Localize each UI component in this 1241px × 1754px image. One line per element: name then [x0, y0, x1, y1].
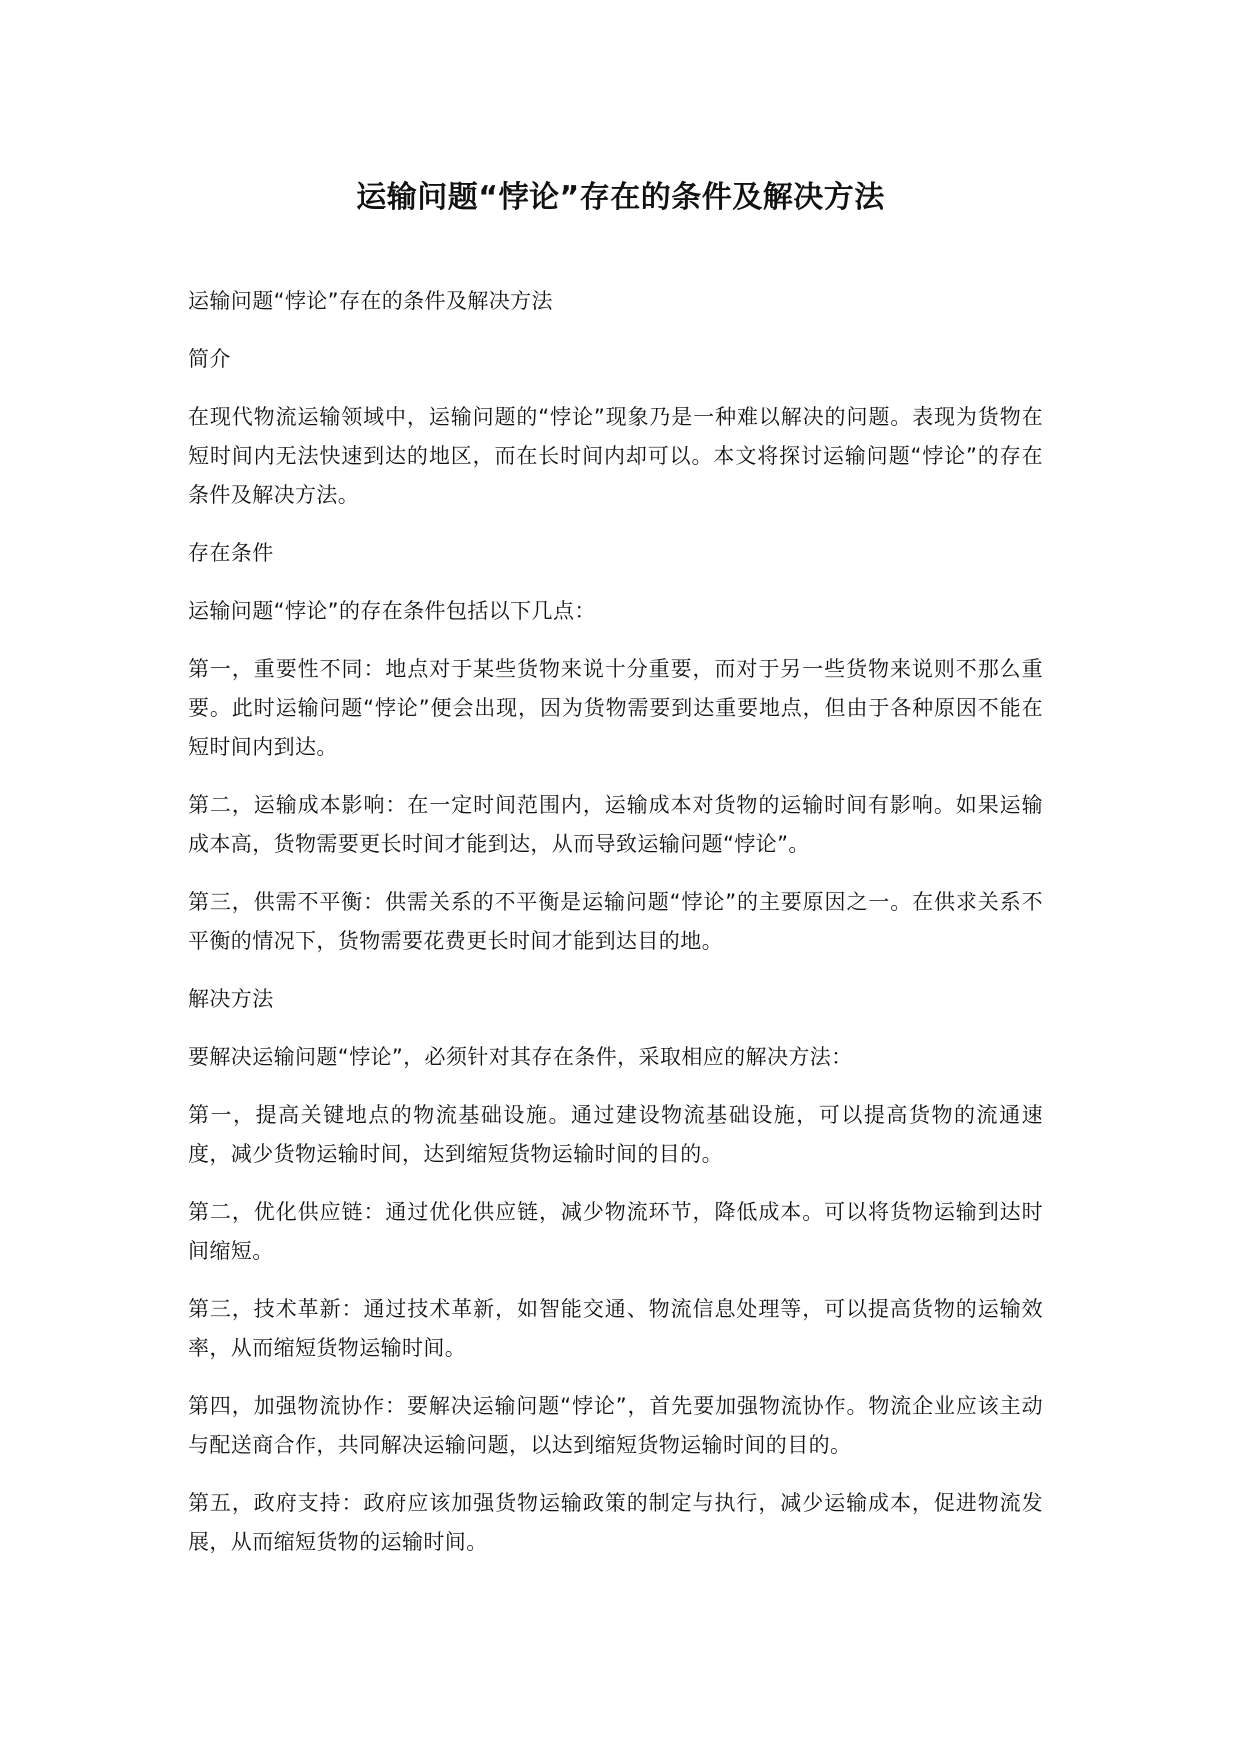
- paragraph-solution-2: 第二，优化供应链：通过优化供应链，减少物流环节，降低成本。可以将货物运输到达时间缩短。: [188, 1200, 1043, 1263]
- paragraph-condition-3: 第三，供需不平衡：供需关系的不平衡是运输问题“悖论”的主要原因之一。在供求关系不平衡的情况下，货物需要花费更长时间才能到达目的地。: [188, 890, 1043, 953]
- paragraph-intro: 在现代物流运输领域中，运输问题的“悖论”现象乃是一种难以解决的问题。表现为货物在短时间内无法快速到达的地区，而在长时间内却可以。本文将探讨运输问题“悖论”的存在条件及解决方法。: [188, 405, 1043, 507]
- document-body: [188, 282, 1043, 1581]
- paragraph-solution-4: 第四，加强物流协作：要解决运输问题“悖论”，首先要加强物流协作。物流企业应该主动与配送商合作，共同解决运输问题，以达到缩短货物运输时间的目的。: [188, 1394, 1043, 1457]
- paragraph-conditions-lead: 运输问题“悖论”的存在条件包括以下几点：: [188, 599, 596, 623]
- paragraph-solution-1: 第一，提高关键地点的物流基础设施。通过建设物流基础设施，可以提高货物的流通速度，减少货物运输时间，达到缩短货物运输时间的目的。: [188, 1103, 1043, 1166]
- section-heading-intro: 简介: [188, 347, 231, 371]
- paragraph-condition-2: 第二，运输成本影响：在一定时间范围内，运输成本对货物的运输时间有影响。如果运输成本高，货物需要更长时间才能到达，从而导致运输问题“悖论”。: [188, 793, 1043, 856]
- section-heading-solutions: 解决方法: [188, 987, 274, 1011]
- paragraph-solutions-lead: 要解决运输问题“悖论”，必须针对其存在条件，采取相应的解决方法：: [188, 1045, 853, 1069]
- paragraph-solution-5: 第五，政府支持：政府应该加强货物运输政策的制定与执行，减少运输成本，促进物流发展，从而缩短货物的运输时间。: [188, 1491, 1043, 1554]
- paragraph-condition-1: 第一，重要性不同：地点对于某些货物来说十分重要，而对于另一些货物来说则不那么重要。此时运输问题“悖论”便会出现，因为货物需要到达重要地点，但由于各种原因不能在短时间内到达。: [188, 657, 1043, 759]
- document-title: 运输问题“悖论”存在的条件及解决方法: [356, 180, 885, 215]
- section-heading-conditions: 存在条件: [188, 541, 274, 565]
- paragraph-subtitle: 运输问题“悖论”存在的条件及解决方法: [188, 289, 553, 313]
- paragraph-solution-3: 第三，技术革新：通过技术革新，如智能交通、物流信息处理等，可以提高货物的运输效率，从而缩短货物运输时间。: [188, 1297, 1043, 1360]
